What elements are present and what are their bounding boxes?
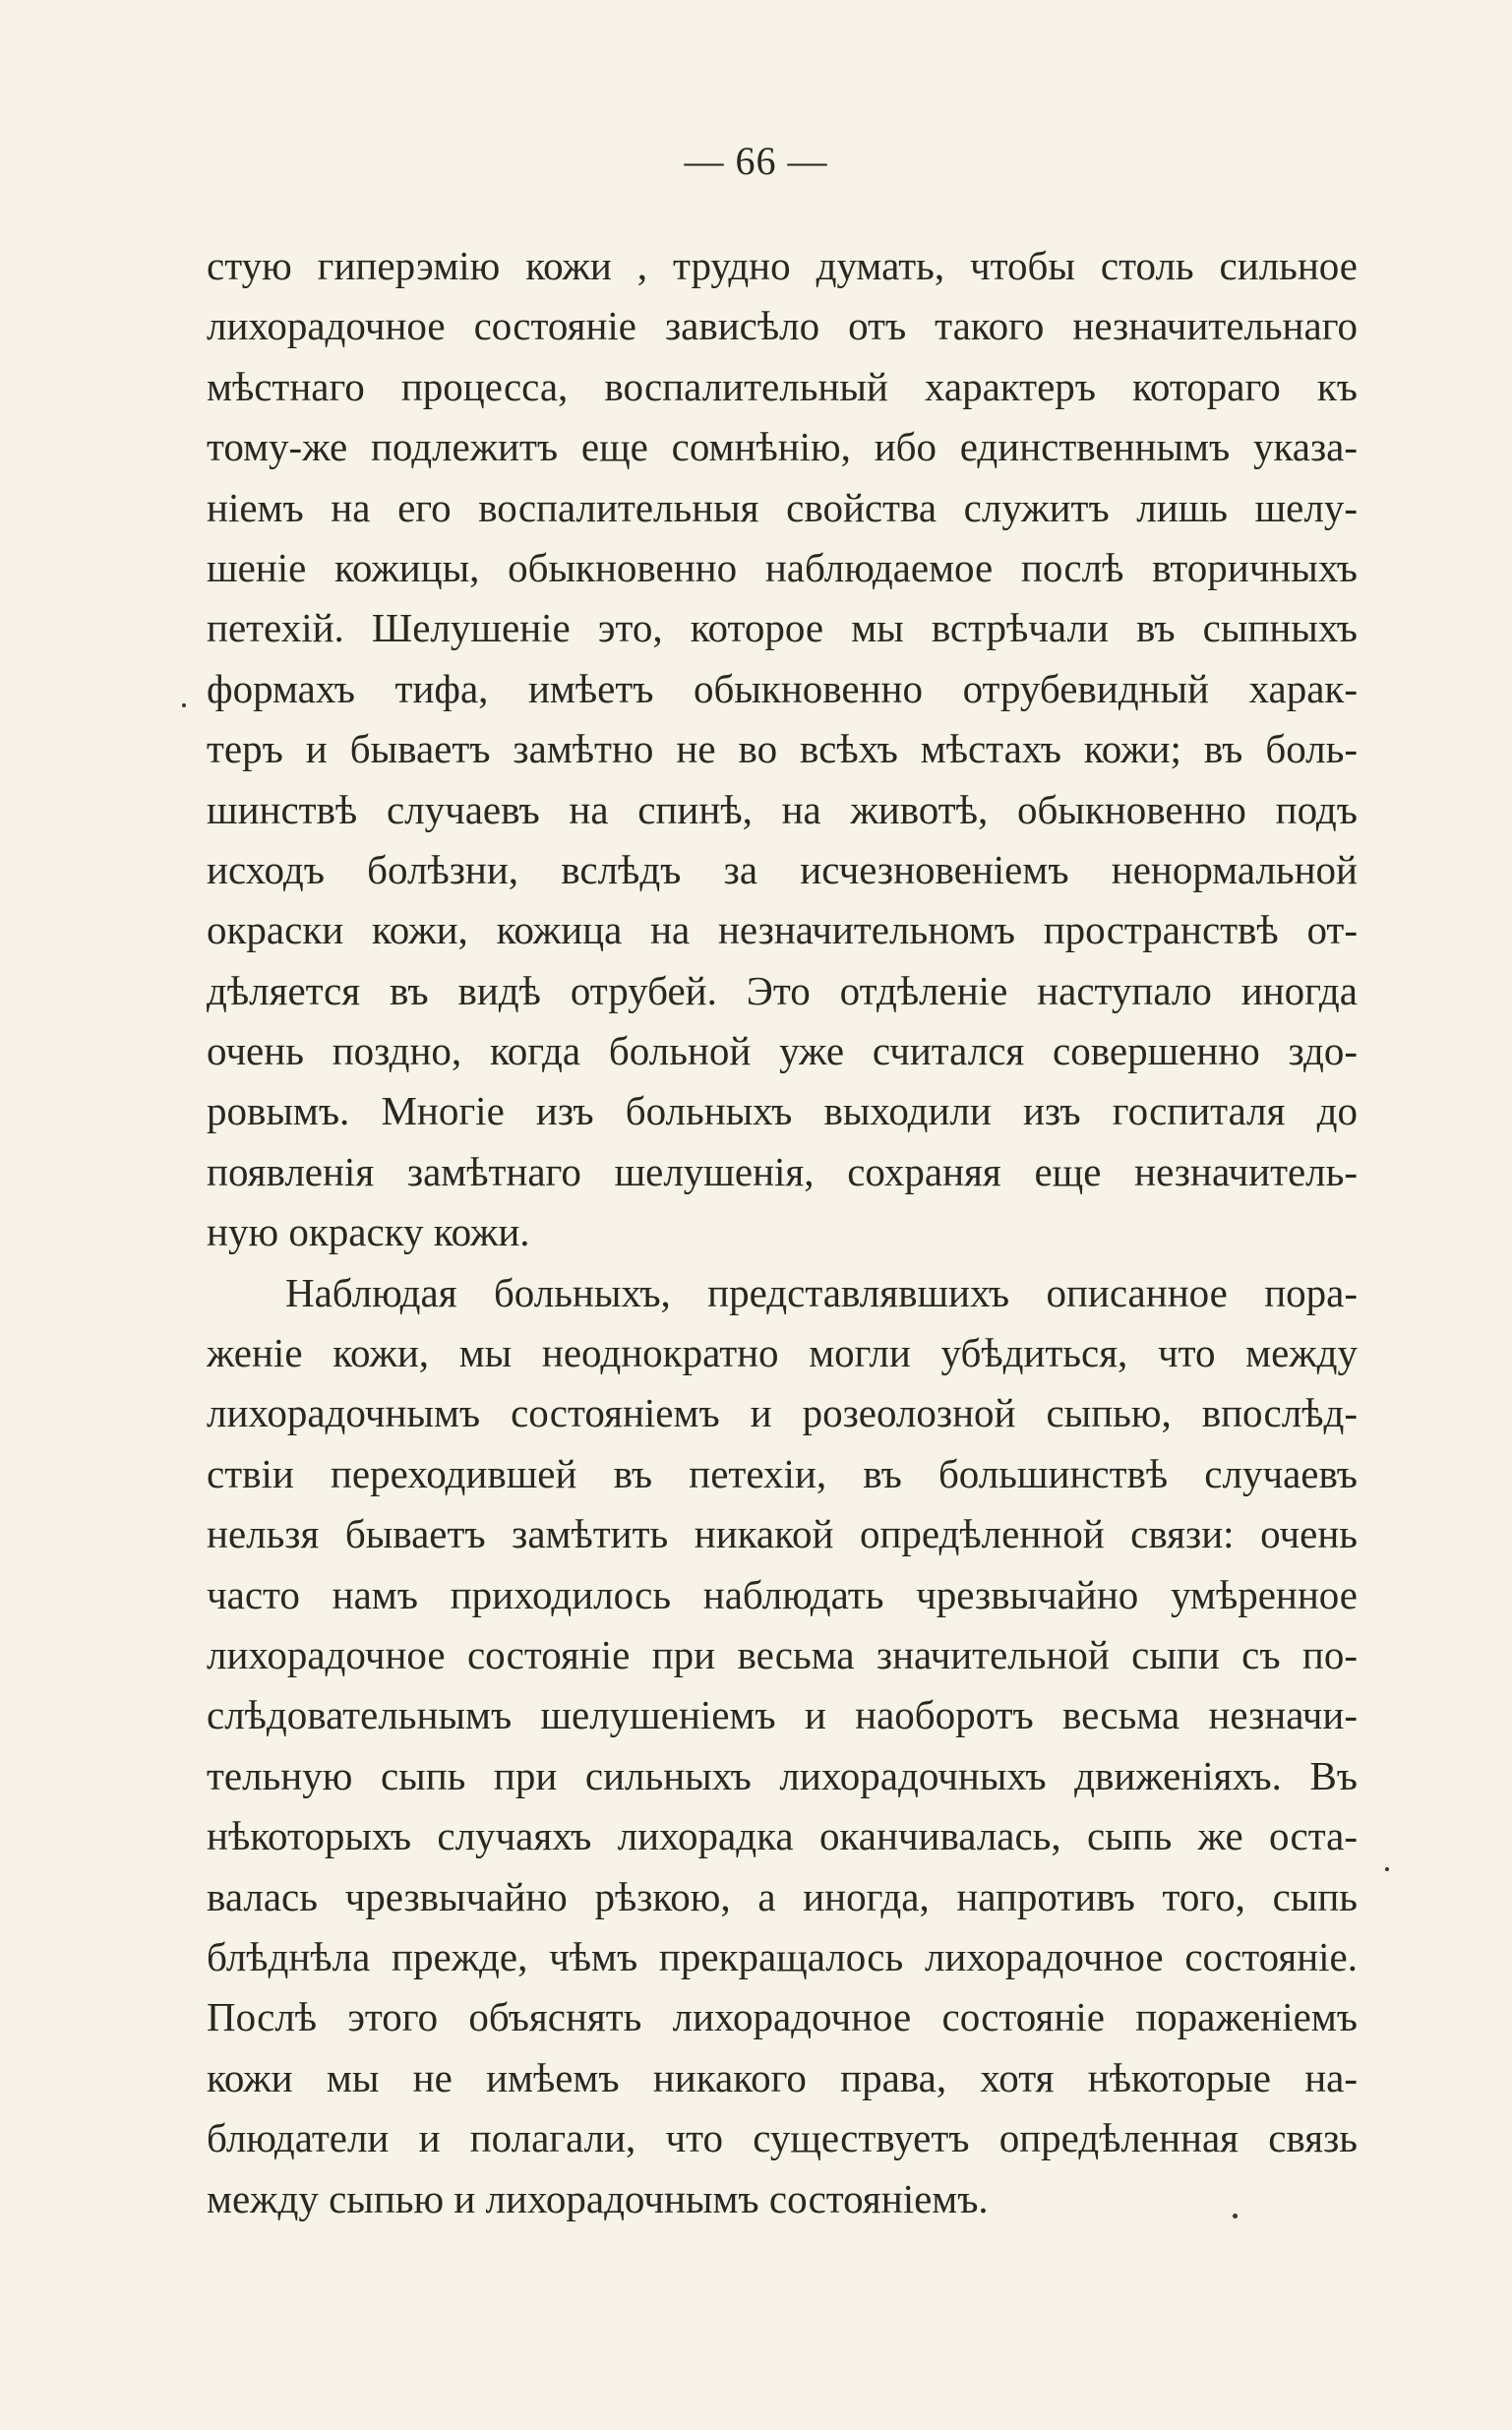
text-line: нѣкоторыхъ случаяхъ лихорадка оканчивалась, сыпь же оста-: [207, 1813, 1358, 1859]
text-line: шеніе кожицы, обыкновенно наблюдаемое послѣ вторичныхъ: [207, 544, 1358, 590]
text-line: ніемъ на его воспалительныя свойства служитъ лишь шелу-: [207, 484, 1358, 530]
text-line: нельзя бываетъ замѣтить никакой опредѣленной связи: очень: [207, 1511, 1358, 1557]
text-line: слѣдовательнымъ шелушеніемъ и наоборотъ весьма незначи-: [207, 1692, 1358, 1738]
page-number: — 66 —: [684, 139, 828, 183]
text-line: лихорадочное состояніе при весьма значительной сыпи съ по-: [207, 1631, 1358, 1677]
text-line: тому-же подлежитъ еще сомнѣнію, ибо единственнымъ указа-: [207, 424, 1358, 470]
text-line: тельную сыпь при сильныхъ лихорадочныхъ движеніяхъ. Въ: [207, 1752, 1358, 1798]
text-line: окраски кожи, кожица на незначительномъ пространствѣ от-: [207, 907, 1358, 953]
text-line: Послѣ этого объяснять лихорадочное состояніе пораженіемъ: [207, 1994, 1358, 2040]
text-line: ровымъ. Многіе изъ больныхъ выходили изъ госпиталя до: [207, 1088, 1358, 1134]
text-line: шинствѣ случаевъ на спинѣ, на животѣ, обыкновенно подъ: [207, 786, 1358, 832]
paragraph-end-line: между сыпью и лихорадочнымъ состояніемъ.: [207, 2175, 989, 2221]
body-text: [207, 236, 1358, 2229]
text-line: исходъ болѣзни, вслѣдъ за исчезновеніемъ ненормальной: [207, 846, 1358, 892]
text-line: часто намъ приходилось наблюдать чрезвычайно умѣренное: [207, 1571, 1358, 1617]
text-line: теръ и бываетъ замѣтно не во всѣхъ мѣстахъ кожи; въ боль-: [207, 726, 1358, 772]
ink-speck: [1385, 1867, 1389, 1871]
paragraph-start-line: Наблюдая больныхъ, представлявшихъ описанное пора-: [285, 1269, 1358, 1315]
text-line: дѣляется въ видѣ отрубей. Это отдѣленіе наступало иногда: [207, 967, 1358, 1013]
text-line: лихорадочное состояніе зависѣло отъ такого незначительнаго: [207, 303, 1358, 349]
text-line: формахъ тифа, имѣетъ обыкновенно отрубевидный харак-: [207, 665, 1358, 711]
text-line: появленія замѣтнаго шелушенія, сохраняя еще незначитель-: [207, 1148, 1358, 1194]
text-line: лихорадочнымъ состояніемъ и розеолозной сыпью, впослѣд-: [207, 1390, 1358, 1436]
text-line: блѣднѣла прежде, чѣмъ прекращалось лихорадочное состояніе.: [207, 1933, 1358, 1979]
ink-speck: [182, 703, 186, 707]
text-line: стую гиперэмію кожи , трудно думать, чтобы столь сильное: [207, 243, 1358, 288]
text-line: очень поздно, когда больной уже считался совершенно здо-: [207, 1028, 1358, 1074]
ink-speck: [1233, 2214, 1238, 2218]
text-line: блюдатели и полагали, что существуетъ опредѣленная связь: [207, 2115, 1358, 2161]
text-line: валась чрезвычайно рѣзкою, а иногда, напротивъ того, сыпь: [207, 1873, 1358, 1919]
text-line: петехій. Шелушеніе это, которое мы встрѣчали въ сыпныхъ: [207, 605, 1358, 651]
paragraph-end-line: ную окраску кожи.: [207, 1209, 530, 1255]
text-line: ствіи переходившей въ петехіи, въ большинствѣ случаевъ: [207, 1450, 1358, 1496]
text-line: кожи мы не имѣемъ никакого права, хотя нѣкоторые на-: [207, 2054, 1358, 2100]
text-line: мѣстнаго процесса, воспалительный характеръ котораго къ: [207, 363, 1358, 409]
text-line: женіе кожи, мы неоднократно могли убѣдиться, что между: [207, 1330, 1358, 1376]
